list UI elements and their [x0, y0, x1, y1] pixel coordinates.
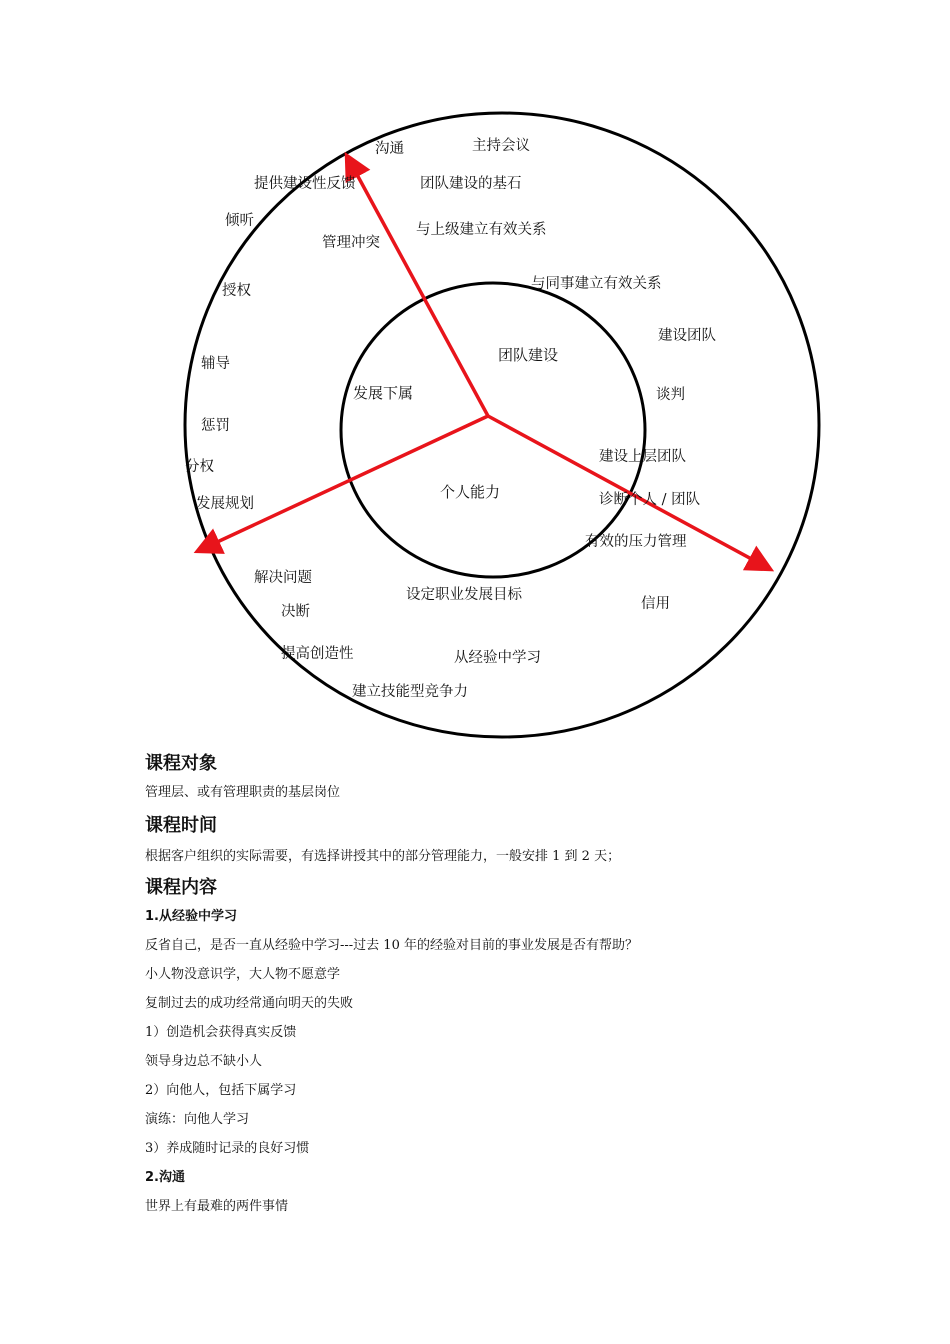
outer-label: 建设上层团队 [599, 449, 686, 465]
outer-label: 沟通 [375, 141, 404, 157]
item1-line: 反省自己，是否一直从经验中学习---过去 10 年的经验对目前的事业发展是否有帮助？ [145, 938, 638, 953]
outer-label: 有效的压力管理 [585, 534, 687, 550]
outer-label: 倾听 [225, 213, 254, 229]
audience-text: 管理层、或有管理职责的基层岗位 [145, 785, 341, 800]
outer-label: 辅导 [201, 356, 230, 372]
inner-circle [341, 283, 645, 577]
center-label-personal: 个人能力 [440, 483, 501, 501]
outer-label: 主持会议 [472, 138, 530, 154]
item1-line: 小人物没意识学，大人物不愿意学 [145, 967, 341, 982]
outer-label: 建立技能型竞争力 [352, 684, 468, 700]
outer-label: 授权 [222, 283, 251, 299]
outer-label: 分权 [185, 459, 214, 475]
outer-label: 惩罚 [201, 418, 230, 434]
outer-label: 提供建设性反馈 [254, 176, 356, 192]
item1-heading: 1.从经验中学习 [145, 909, 237, 924]
outer-label: 团队建设的基石 [420, 176, 522, 192]
outer-label: 提高创造性 [281, 646, 354, 662]
outer-label: 从经验中学习 [454, 650, 541, 666]
outer-label: 与上级建立有效关系 [416, 222, 547, 238]
time-text: 根据客户组织的实际需要，有选择讲授其中的部分管理能力，一般安排 1 到 2 天； [145, 849, 621, 864]
item2-heading: 2.沟通 [145, 1170, 185, 1185]
item1-line: 领导身边总不缺小人 [145, 1054, 263, 1069]
outer-label: 管理冲突 [322, 235, 380, 251]
outer-label: 与同事建立有效关系 [531, 276, 662, 292]
outer-label: 诊断个人 / 团队 [599, 492, 701, 508]
outer-label: 解决问题 [254, 570, 312, 586]
course-info [145, 752, 845, 1216]
outer-label: 决断 [281, 604, 310, 620]
outer-label: 设定职业发展目标 [406, 587, 522, 603]
time-heading: 课程时间 [145, 815, 217, 836]
center-label-develop: 发展下属 [353, 384, 414, 402]
audience-heading: 课程对象 [145, 753, 217, 774]
item2-line: 世界上有最难的两件事情 [145, 1199, 289, 1214]
center-label-team: 团队建设 [498, 346, 559, 364]
item1-line: 1）创造机会获得真实反馈 [145, 1025, 297, 1040]
outer-label: 信用 [641, 596, 670, 612]
content-heading: 课程内容 [145, 877, 217, 898]
item1-line: 3）养成随时记录的良好习惯 [145, 1141, 310, 1156]
outer-label: 谈判 [656, 387, 685, 403]
arrow-up [348, 158, 488, 416]
item1-line: 2）向他人，包括下属学习 [145, 1083, 297, 1098]
outer-label: 发展规划 [196, 496, 254, 512]
item1-line: 演练：向他人学习 [145, 1112, 250, 1127]
item1-line: 复制过去的成功经常通向明天的失败 [145, 996, 354, 1011]
outer-label: 建设团队 [658, 328, 716, 344]
